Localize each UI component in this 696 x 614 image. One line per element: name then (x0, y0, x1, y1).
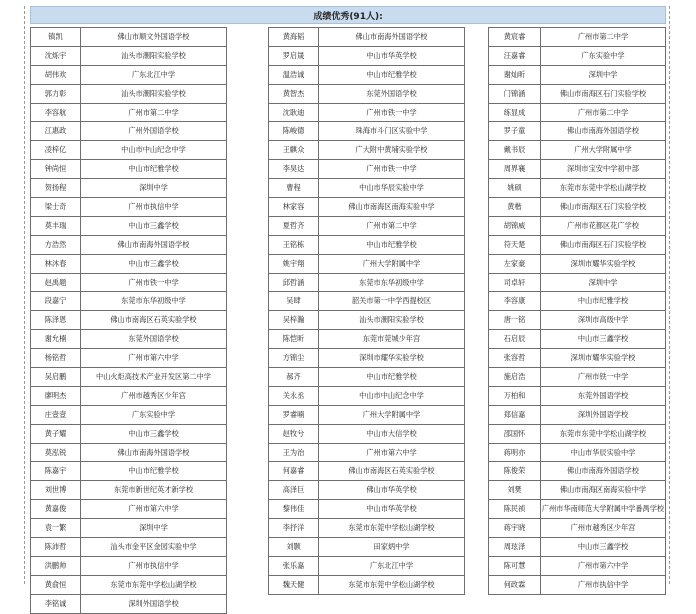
table-row (269, 368, 464, 387)
student-name: 温浩诚 (269, 66, 319, 84)
student-name: 黄智杰 (269, 85, 319, 103)
school-name: 深圳市宝安中学初中部 (567, 164, 639, 174)
student-name: 周玹泽 (489, 538, 541, 556)
school-name: 中山市中山纪念中学 (121, 145, 186, 155)
school-name: 佛山市南海区石门实验学校 (559, 201, 647, 211)
table-row (269, 462, 464, 481)
student-name: 戴书辰 (489, 141, 541, 159)
student-name: 赵禹题 (31, 274, 81, 292)
student-name: 邵国怀 (489, 425, 541, 443)
school-name: 汕头市潮阳实验学校 (359, 315, 424, 325)
table-row (489, 349, 665, 368)
table-row (31, 217, 226, 236)
table-row (489, 236, 665, 255)
school-name: 广大附中黄埔实验学校 (355, 145, 428, 155)
student-name: 黄楷 (489, 198, 541, 216)
student-name: 钟尚恒 (31, 160, 81, 178)
school-name: 深圳市耀华实验学校 (570, 353, 636, 363)
student-name: 谢灿昕 (489, 66, 541, 84)
table-row (269, 425, 464, 444)
table-row (489, 557, 665, 576)
table-row (31, 274, 226, 293)
school-name: 中山市三鑫学校 (577, 541, 629, 551)
table-row (489, 274, 665, 293)
table-row (31, 500, 226, 519)
student-name: 贺扬程 (31, 179, 81, 197)
student-name: 魏天健 (269, 576, 319, 594)
student-name: 刘颢 (269, 538, 319, 556)
table-row (269, 557, 464, 576)
school-name: 广州大学附属中学 (362, 258, 421, 268)
student-name: 黄嘉俊 (31, 500, 81, 518)
school-name: 广州市铁一中学 (366, 164, 417, 174)
table-row (269, 28, 464, 47)
table-row (489, 481, 665, 500)
student-name: 司卓轩 (489, 274, 541, 292)
school-name: 深圳中学 (139, 183, 168, 193)
school-name: 佛山市顺文外国语学校 (117, 31, 190, 41)
table-row (269, 217, 464, 236)
student-name: 林沐春 (31, 255, 81, 273)
school-name: 东莞外国语学校 (128, 334, 179, 344)
student-name: 姚硕 (489, 179, 541, 197)
student-name: 王为治 (269, 444, 319, 462)
table-row (269, 538, 464, 557)
student-name: 陈民祯 (489, 500, 541, 518)
student-name: 夏哲齐 (269, 217, 319, 235)
table-row (31, 519, 226, 538)
table-row (489, 28, 665, 47)
table-row (31, 85, 226, 104)
school-name: 广州市第六中学 (577, 560, 629, 570)
student-name: 刘世博 (31, 481, 81, 499)
table-row (489, 519, 665, 538)
school-name: 广东北江中学 (131, 69, 176, 79)
school-name: 中山市纪雅学校 (366, 69, 417, 79)
student-name: 李铭诚 (31, 595, 81, 613)
school-name: 珠海市斗门区实验中学 (355, 126, 428, 136)
school-name: 广州市第二中学 (366, 220, 417, 230)
student-name: 方浩然 (31, 236, 81, 254)
student-name: 杨铭哲 (31, 349, 81, 367)
student-name: 曹程 (269, 179, 319, 197)
school-name: 中山市纪雅学校 (128, 164, 179, 174)
table-row (31, 236, 226, 255)
school-name: 广州市第六中学 (128, 353, 179, 363)
student-name: 周界襄 (489, 160, 541, 178)
student-name: 莫泓锐 (31, 444, 81, 462)
table-row (489, 85, 665, 104)
student-name: 廖明杰 (31, 387, 81, 405)
student-column-3 (488, 27, 666, 595)
school-name: 广州市第六中学 (366, 447, 417, 457)
table-row (269, 274, 464, 293)
student-name: 张容哲 (489, 349, 541, 367)
school-name: 中山市华辰实验中学 (359, 183, 424, 193)
school-name: 韶关市第一中学西提校区 (351, 296, 432, 306)
student-name: 莫丰瑞 (31, 217, 81, 235)
student-name: 姚宇翔 (269, 255, 319, 273)
table-row (31, 349, 226, 368)
table-row (31, 557, 226, 576)
table-row (31, 160, 226, 179)
student-name: 蒋宇晓 (489, 519, 541, 537)
school-name: 广东北江中学 (369, 560, 414, 570)
school-name: 广州市铁一中学 (366, 107, 417, 117)
school-name: 中山市三鑫学校 (128, 428, 179, 438)
table-row (269, 141, 464, 160)
table-row (31, 66, 226, 85)
school-name: 中山市华英学校 (366, 50, 417, 60)
table-row (269, 519, 464, 538)
student-name: 刘樊 (489, 481, 541, 499)
school-name: 深圳市高级中学 (577, 315, 629, 325)
student-name: 罗睿喃 (269, 406, 319, 424)
table-row (269, 179, 464, 198)
table-row (269, 198, 464, 217)
table-row (269, 122, 464, 141)
student-name: 门锦涵 (489, 85, 541, 103)
school-name: 东莞市东莞中学松山湖学校 (110, 579, 197, 589)
student-column-2 (268, 27, 465, 595)
school-name: 东莞市东莞中学松山湖学校 (559, 183, 647, 193)
table-row (489, 425, 665, 444)
table-row (269, 481, 464, 500)
table-row (31, 198, 226, 217)
table-row (31, 444, 226, 463)
student-name: 李抒洋 (269, 519, 319, 537)
school-name: 中山市纪雅学校 (366, 371, 417, 381)
table-row (31, 576, 226, 595)
school-name: 佛山市南海区石英实验学校 (348, 466, 435, 476)
school-name: 佛山市南海外国语学校 (567, 126, 639, 136)
student-name: 黄俞恒 (31, 576, 81, 594)
school-name: 中山市中山纪念中学 (359, 390, 424, 400)
student-name: 石启辰 (489, 330, 541, 348)
table-row (31, 292, 226, 311)
school-name: 中山市华辰实验中学 (570, 447, 636, 457)
table-row (269, 255, 464, 274)
school-name: 中山市三鑫学校 (128, 220, 179, 230)
school-name: 广州市越秀区少年宫 (121, 390, 186, 400)
school-name: 深圳市耀华实验学校 (359, 353, 424, 363)
school-name: 佛山市南海区南海实验中学 (559, 485, 647, 495)
table-row (31, 122, 226, 141)
school-name: 中山市纪雅学校 (577, 296, 629, 306)
student-name: 张乐嘉 (269, 557, 319, 575)
student-name: 胡锦威 (489, 217, 541, 235)
table-row (489, 500, 665, 519)
table-row (489, 47, 665, 66)
school-name: 深圳外国语学校 (128, 598, 179, 608)
student-name: 陈嘉宇 (31, 462, 81, 480)
student-name: 邱哲涵 (269, 274, 319, 292)
student-name: 赵牧兮 (269, 425, 319, 443)
student-name: 方锦尘 (269, 349, 319, 367)
table-row (269, 444, 464, 463)
student-name: 陈恺昕 (269, 330, 319, 348)
school-name: 汕头市金平区金园实验中学 (110, 541, 197, 551)
school-name: 广州市花都区花广学校 (567, 220, 639, 230)
table-row (269, 406, 464, 425)
table-row (31, 387, 226, 406)
student-name: 谢允楠 (31, 330, 81, 348)
student-name: 吴梓瀚 (269, 311, 319, 329)
student-name: 黄宸睿 (489, 28, 541, 46)
student-name: 沈烁宇 (31, 47, 81, 65)
school-name: 深圳中学 (139, 523, 168, 533)
student-name: 镇凯 (31, 28, 81, 46)
table-row (31, 406, 226, 425)
table-row (269, 330, 464, 349)
table-row (31, 330, 226, 349)
table-title: 成绩优秀(91人): (30, 6, 666, 24)
student-name: 陈峻德 (269, 122, 319, 140)
student-name: 汪嘉睿 (489, 47, 541, 65)
school-name: 广州市执信中学 (128, 560, 179, 570)
school-name: 佛山市南海区石英实验学校 (110, 315, 197, 325)
table-row (269, 66, 464, 85)
school-name: 中山火炬高技术产业开发区第二中学 (95, 371, 211, 381)
student-name: 郝齐 (269, 368, 319, 386)
school-name: 深圳中学 (588, 69, 618, 79)
school-name: 广州市执信中学 (128, 201, 179, 211)
table-row (31, 47, 226, 66)
school-name: 广州市执信中学 (577, 579, 629, 589)
table-row (489, 311, 665, 330)
student-name: 江惠政 (31, 122, 81, 140)
student-name: 段嘉宁 (31, 292, 81, 310)
student-name: 李昊达 (269, 160, 319, 178)
student-name: 黄子耀 (31, 425, 81, 443)
school-name: 佛山市南海外国语学校 (117, 447, 190, 457)
school-name: 田家炳中学 (373, 541, 410, 551)
school-name: 中山市华英学校 (366, 504, 417, 514)
table-row (31, 311, 226, 330)
student-name: 王麒众 (269, 141, 319, 159)
school-name: 广州市第六中学 (128, 504, 179, 514)
student-name: 何嘉睿 (269, 462, 319, 480)
student-name: 万柏和 (489, 387, 541, 405)
school-name: 中山市大信学校 (366, 428, 417, 438)
student-name: 李容康 (489, 292, 541, 310)
school-name: 广州市铁一中学 (128, 277, 179, 287)
student-name: 庄壹壹 (31, 406, 81, 424)
table-row (269, 47, 464, 66)
table-row (489, 141, 665, 160)
school-name: 中山市三鑫学校 (128, 258, 179, 268)
table-row (489, 198, 665, 217)
school-name: 东莞外国语学校 (366, 88, 417, 98)
table-row (489, 406, 665, 425)
table-row (489, 292, 665, 311)
student-name: 吴启鹏 (31, 368, 81, 386)
school-name: 汕头市潮阳实验学校 (121, 50, 186, 60)
student-name: 沈耿迪 (269, 104, 319, 122)
table-row (31, 595, 226, 614)
school-name: 广东实验中学 (131, 409, 176, 419)
school-name: 东莞市莞城少年宫 (362, 334, 421, 344)
student-name: 袁一繁 (31, 519, 81, 537)
table-row (269, 349, 464, 368)
table-row (269, 85, 464, 104)
table-row (269, 576, 464, 595)
table-row (489, 122, 665, 141)
school-name: 中山市纪雅学校 (366, 239, 417, 249)
student-name: 陈泽恩 (31, 311, 81, 329)
student-name: 黄海韬 (269, 28, 319, 46)
table-row (31, 368, 226, 387)
student-name: 凌梓亿 (31, 141, 81, 159)
student-name: 黎伟佳 (269, 500, 319, 518)
school-name: 广州市华南师范大学附属中学番禺学校 (541, 504, 665, 514)
school-name: 广东实验中学 (581, 50, 625, 60)
school-name: 东莞市东莞中学松山湖学校 (559, 428, 647, 438)
school-name: 广州市越秀区少年宫 (570, 523, 636, 533)
school-name: 广州市第二中学 (577, 107, 629, 117)
table-row (489, 330, 665, 349)
school-name: 深圳外国语学校 (577, 409, 629, 419)
school-name: 广州市铁一中学 (577, 371, 629, 381)
student-name: 王铭栋 (269, 236, 319, 254)
table-row (489, 179, 665, 198)
school-name: 广州外国语学校 (128, 126, 179, 136)
student-name: 符天楚 (489, 236, 541, 254)
table-row (489, 217, 665, 236)
student-name: 关永丞 (269, 387, 319, 405)
table-row (489, 444, 665, 463)
student-name: 陈沛哲 (31, 538, 81, 556)
student-name: 洪鹏帅 (31, 557, 81, 575)
student-name: 左家豪 (489, 255, 541, 273)
school-name: 佛山市南海外国语学校 (355, 31, 428, 41)
table-row (31, 481, 226, 500)
table-row (269, 387, 464, 406)
table-row (31, 179, 226, 198)
school-name: 广州大学附属中学 (362, 409, 421, 419)
table-row (269, 311, 464, 330)
table-row (31, 425, 226, 444)
table-row (269, 500, 464, 519)
student-name: 高泽巨 (269, 481, 319, 499)
table-row (31, 104, 226, 123)
school-name: 深圳中学 (588, 277, 618, 287)
table-row (489, 538, 665, 557)
school-name: 广州市第二中学 (577, 31, 629, 41)
table-row (489, 368, 665, 387)
school-name: 汕头市潮阳实验学校 (121, 88, 186, 98)
table-row (489, 255, 665, 274)
school-name: 东莞市东莞中学松山湖学校 (348, 579, 435, 589)
school-name: 中山市纪雅学校 (128, 466, 179, 476)
table-row (31, 255, 226, 274)
student-name: 罗启晟 (269, 47, 319, 65)
table-row (31, 141, 226, 160)
school-name: 东莞市东华初级中学 (121, 296, 186, 306)
school-name: 深圳市耀华实验学校 (570, 258, 636, 268)
student-name: 唐一铭 (489, 311, 541, 329)
student-name: 梁士奇 (31, 198, 81, 216)
table-row (269, 104, 464, 123)
table-row (31, 462, 226, 481)
student-name: 郭力彰 (31, 85, 81, 103)
school-name: 佛山市南海区南海实验中学 (348, 201, 435, 211)
school-name: 佛山市南海区石门实验学校 (559, 239, 647, 249)
student-name: 练显成 (489, 104, 541, 122)
student-name: 施启浩 (489, 368, 541, 386)
student-name: 蒋明亦 (489, 444, 541, 462)
student-name: 吴肆 (269, 292, 319, 310)
student-name: 李容航 (31, 104, 81, 122)
table-row (269, 160, 464, 179)
school-name: 中山市三鑫学校 (577, 334, 629, 344)
school-name: 佛山市南海外国语学校 (117, 239, 190, 249)
student-name: 林家容 (269, 198, 319, 216)
table-row (31, 538, 226, 557)
table-row (489, 66, 665, 85)
school-name: 佛山市南海区石门实验学校 (559, 88, 647, 98)
school-name: 佛山市华英学校 (366, 485, 417, 495)
student-name: 胡伟欢 (31, 66, 81, 84)
school-name: 佛山市南海外国语学校 (567, 466, 639, 476)
student-name: 郑信嘉 (489, 406, 541, 424)
school-name: 广州大学附属中学 (574, 145, 632, 155)
table-row (31, 28, 226, 47)
table-row (269, 292, 464, 311)
student-name: 何政霖 (489, 576, 541, 594)
student-name: 罗子童 (489, 122, 541, 140)
table-row (489, 104, 665, 123)
table-row (489, 387, 665, 406)
table-row (489, 576, 665, 595)
school-name: 东莞市新世纪英才新学校 (113, 485, 194, 495)
student-name: 陈俊荣 (489, 462, 541, 480)
school-name: 东莞外国语学校 (577, 390, 629, 400)
student-column-1 (30, 27, 227, 614)
table-row (269, 236, 464, 255)
table-row (489, 462, 665, 481)
school-name: 广州市第二中学 (128, 107, 179, 117)
table-row (489, 160, 665, 179)
student-name: 陈可慧 (489, 557, 541, 575)
school-name: 东莞市东莞中学松山湖学校 (348, 523, 435, 533)
school-name: 东莞市东华初级中学 (359, 277, 424, 287)
